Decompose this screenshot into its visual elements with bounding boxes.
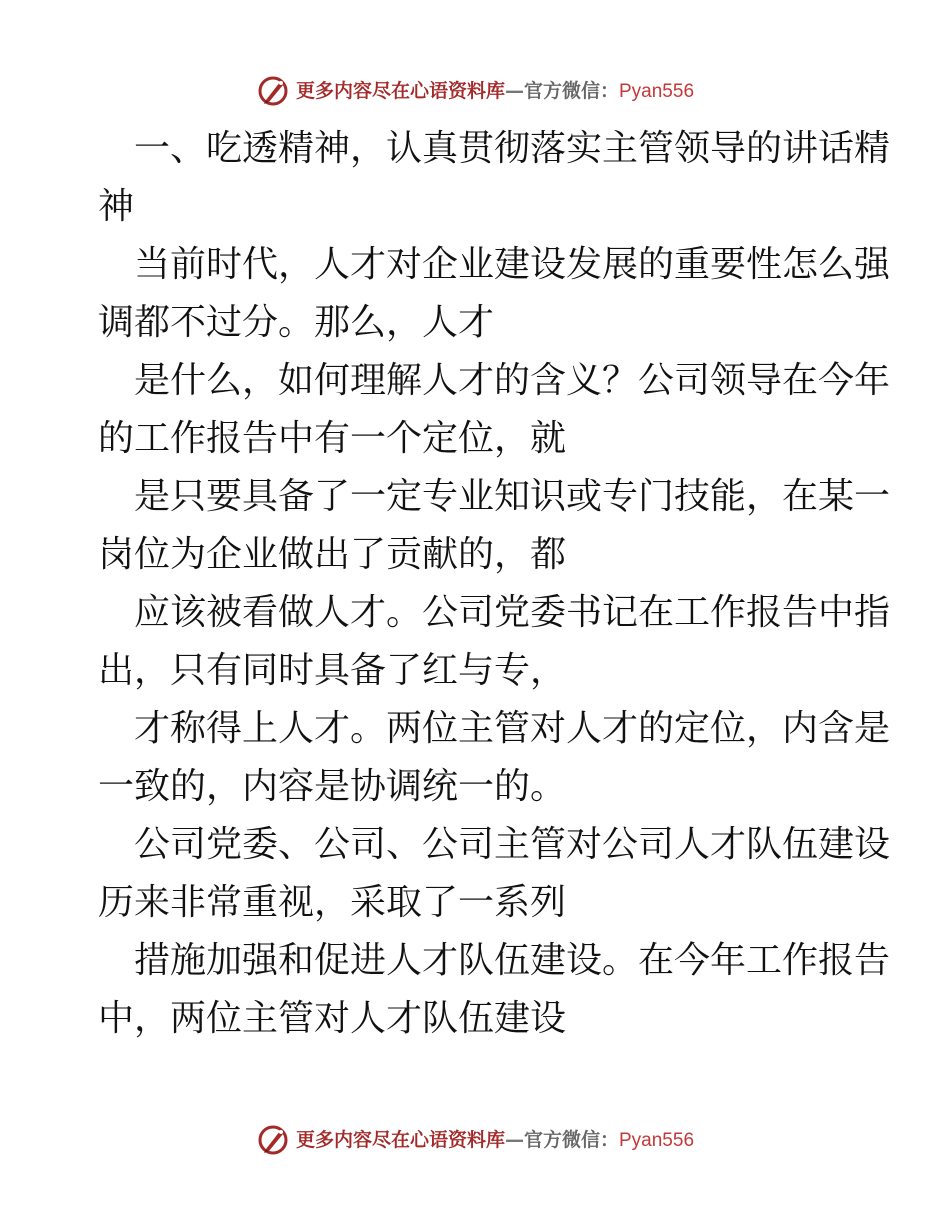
- footer-banner-wechat-id: Pyan556: [619, 1129, 695, 1151]
- paragraph: [98, 584, 891, 700]
- paragraph-line: 应该被看做人才。公司党委书记在工作报告中指: [134, 592, 891, 633]
- paragraph-line: 一、吃透精神，认真贯彻落实主管领导的讲话精: [134, 128, 891, 169]
- header-banner-wechat-label: 官方微信：: [523, 79, 619, 102]
- footer-banner-wechat-label: 官方微信：: [523, 1128, 619, 1151]
- paragraph-line: 是只要具备了一定专业知识或专门技能，在某一: [134, 476, 891, 517]
- paragraph-line: 才称得上人才。两位主管对人才的定位，内含是: [134, 708, 891, 749]
- header-banner-wechat-id: Pyan556: [619, 80, 695, 102]
- paragraph: [98, 468, 891, 584]
- paragraph: [98, 120, 891, 236]
- paragraph-line: 的工作报告中有一个定位，就: [98, 418, 567, 459]
- paragraph: [98, 932, 891, 1048]
- paragraph-line: 措施加强和促进人才队伍建设。在今年工作报告: [134, 940, 891, 981]
- paragraph-line: 是什么，如何理解人才的含义？公司领导在今年: [134, 360, 891, 401]
- paragraph: [98, 352, 891, 468]
- pen-logo-icon: [256, 1123, 290, 1157]
- footer-banner-dash: —: [504, 1128, 524, 1151]
- footer-banner: [0, 1120, 950, 1160]
- paragraph-line: 当前时代，人才对企业建设发展的重要性怎么强: [134, 244, 891, 285]
- pen-logo-icon: [256, 74, 290, 108]
- header-banner-dash: —: [504, 79, 524, 102]
- paragraph-line: 公司党委、公司、公司主管对公司人才队伍建设: [134, 824, 891, 865]
- paragraph: [98, 816, 891, 932]
- header-banner-prefix: 更多内容尽在心语资料库: [295, 79, 505, 102]
- paragraph: [98, 700, 891, 816]
- paragraph-line: 岗位为企业做出了贡献的，都: [98, 534, 567, 575]
- paragraph: [98, 236, 891, 352]
- paragraph-line: 神: [98, 186, 135, 227]
- paragraph-line: 一致的，内容是协调统一的。: [98, 766, 567, 807]
- footer-banner-text: [296, 1123, 694, 1158]
- paragraph-line: 调都不过分。那么，人才: [98, 302, 495, 343]
- footer-banner-prefix: 更多内容尽在心语资料库: [295, 1128, 505, 1151]
- document-body: [98, 120, 891, 1048]
- paragraph-line: 历来非常重视，采取了一系列: [98, 882, 567, 923]
- paragraph-line: 中，两位主管对人才队伍建设: [98, 998, 567, 1039]
- header-banner: [0, 71, 950, 111]
- header-banner-text: [296, 74, 694, 109]
- paragraph-line: 出，只有同时具备了红与专，: [98, 650, 567, 691]
